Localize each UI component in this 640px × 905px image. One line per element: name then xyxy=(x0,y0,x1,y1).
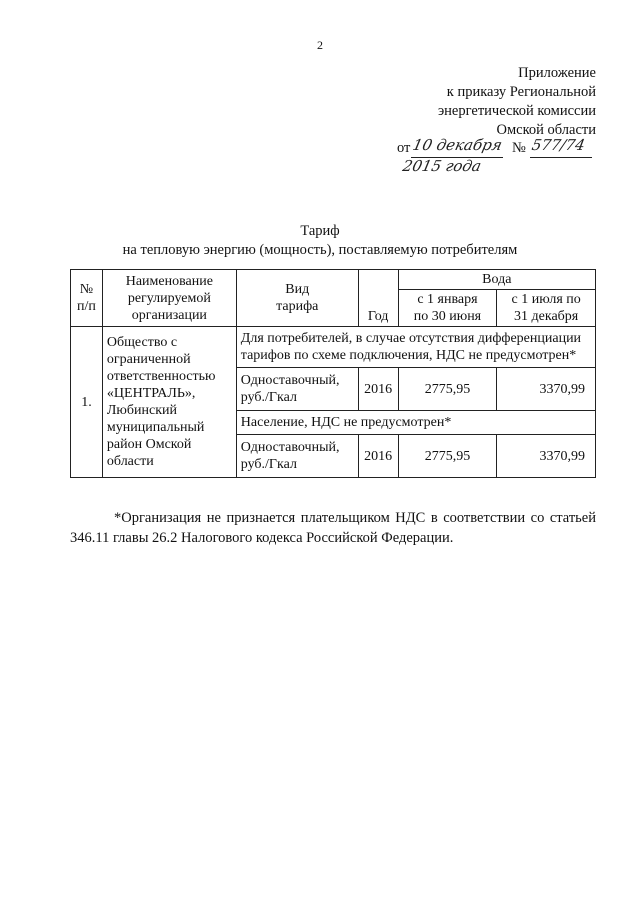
entry-2-type: Одноставочный, руб./Гкал xyxy=(236,435,358,478)
appendix-line-3: энергетической комиссии xyxy=(437,103,596,119)
number-underline xyxy=(530,157,592,158)
document-title xyxy=(0,222,640,260)
number-prefix: № xyxy=(512,140,526,156)
row-num: 1. xyxy=(71,327,103,478)
title-line-1: Тариф xyxy=(300,223,340,239)
entry-1-year: 2016 xyxy=(358,368,398,411)
header-period-2: с 1 июля по 31 декабря xyxy=(497,290,596,327)
entry-2-period-2: 3370,99 xyxy=(497,435,596,478)
table-header-row-1 xyxy=(71,270,596,290)
header-org: Наименование регулируемой организации xyxy=(102,270,236,327)
page-number: 2 xyxy=(317,38,323,52)
date-prefix: от xyxy=(397,140,411,156)
entry-1-period-1: 2775,95 xyxy=(398,368,497,411)
appendix-line-4: Омской области xyxy=(496,122,596,138)
handwritten-order-number: 577/74 xyxy=(530,136,587,154)
title-line-2: на тепловую энергию (мощность), поставляемую потребителям xyxy=(122,242,518,258)
entry-2-year: 2016 xyxy=(358,435,398,478)
header-num: № п/п xyxy=(71,270,103,327)
header-water: Вода xyxy=(398,270,595,290)
entry-1-type: Одноставочный, руб./Гкал xyxy=(236,368,358,411)
tariff-table xyxy=(70,269,596,478)
handwritten-date: 10 декабря xyxy=(411,136,504,154)
table-row-section-1 xyxy=(71,327,596,368)
footnote: *Организация не признается плательщиком НДС в соответствии со статьей 346.11 главы 26.2 Налогового кодекса Российской Федерации. xyxy=(70,510,596,546)
appendix-line-1: Приложение xyxy=(518,65,596,81)
row-org: Общество с ограниченной ответственностью «ЦЕНТРАЛЬ», Любинский муниципальный район Омской области xyxy=(102,327,236,478)
appendix-line-2: к приказу Региональной xyxy=(446,84,596,100)
section-2-label: Население, НДС не предусмотрен* xyxy=(236,411,595,435)
entry-1-period-2: 3370,99 xyxy=(497,368,596,411)
order-date-number xyxy=(397,136,607,184)
section-1-label: Для потребителей, в случае отсутствия дифференциации тарифов по схеме подключения, НДС не предусмотрен* xyxy=(236,327,595,368)
handwritten-year: 2015 года xyxy=(401,157,483,175)
entry-2-period-1: 2775,95 xyxy=(398,435,497,478)
appendix-header xyxy=(438,64,596,140)
header-year: Год xyxy=(358,270,398,327)
header-type: Вид тарифа xyxy=(236,270,358,327)
header-period-1: с 1 января по 30 июня xyxy=(398,290,497,327)
